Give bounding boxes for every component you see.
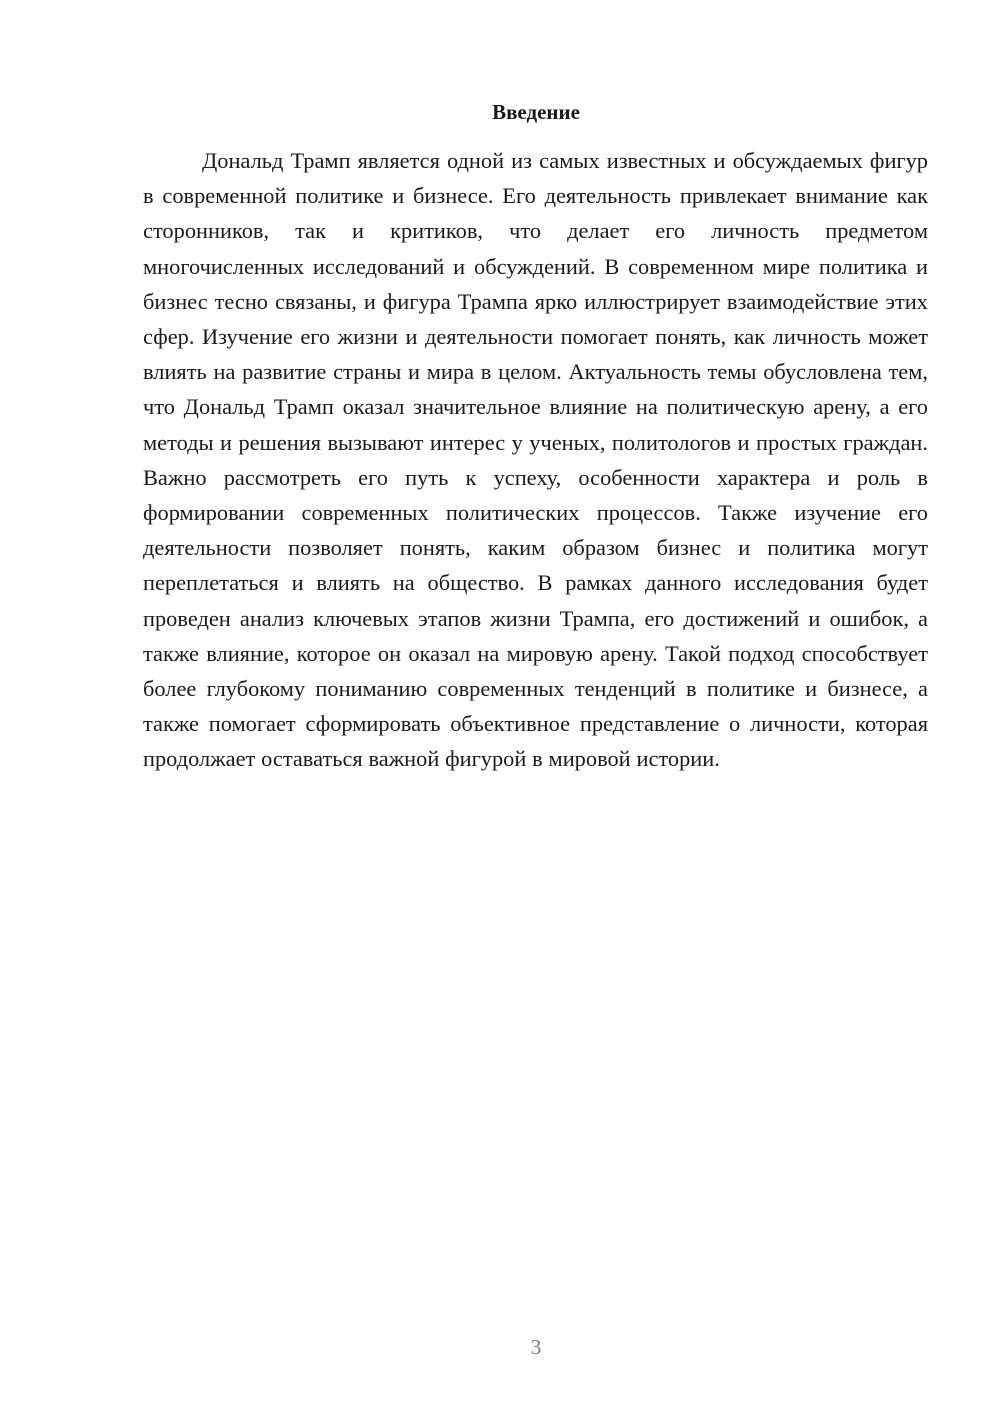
section-heading: Введение: [492, 100, 580, 124]
page-number: 3: [530, 1335, 542, 1359]
body-paragraph: Дональд Трамп является одной из самых известных и обсуждаемых фигур в современной политике и бизнесе. Его деятельность привлекает внимание как сторонников, так и критиков, что делает его личность предметом многочисленных исследований и обсуждений. В современном мире политика и бизнес тесно связаны, и фигура Трампа ярко иллюстрирует взаимодействие этих сфер. Изучение его жизни и деятельности помогает понять, как личность может влиять на развитие страны и мира в целом. Актуальность темы обусловлена тем, что Дональд Трамп оказал значительное влияние на политическую арену, а его методы и решения вызывают интерес у ученых, политологов и простых граждан. Важно рассмотреть его путь к успеху, особенности характера и роль в формировании современных политических процессов. Также изучение его деятельности позволяет понять, каким образом бизнес и политика могут переплетаться и влиять на общество. В рамках данного исследования будет проведен анализ ключевых этапов жизни Трампа, его достижений и ошибок, а также влияние, которое он оказал на мировую арену. Такой подход способствует более глубокому пониманию современных тенденций в политике и бизнесе, а также помогает сформировать объективное представление о личности, которая продолжает оставаться важной фигурой в мировой истории.: [143, 148, 928, 772]
